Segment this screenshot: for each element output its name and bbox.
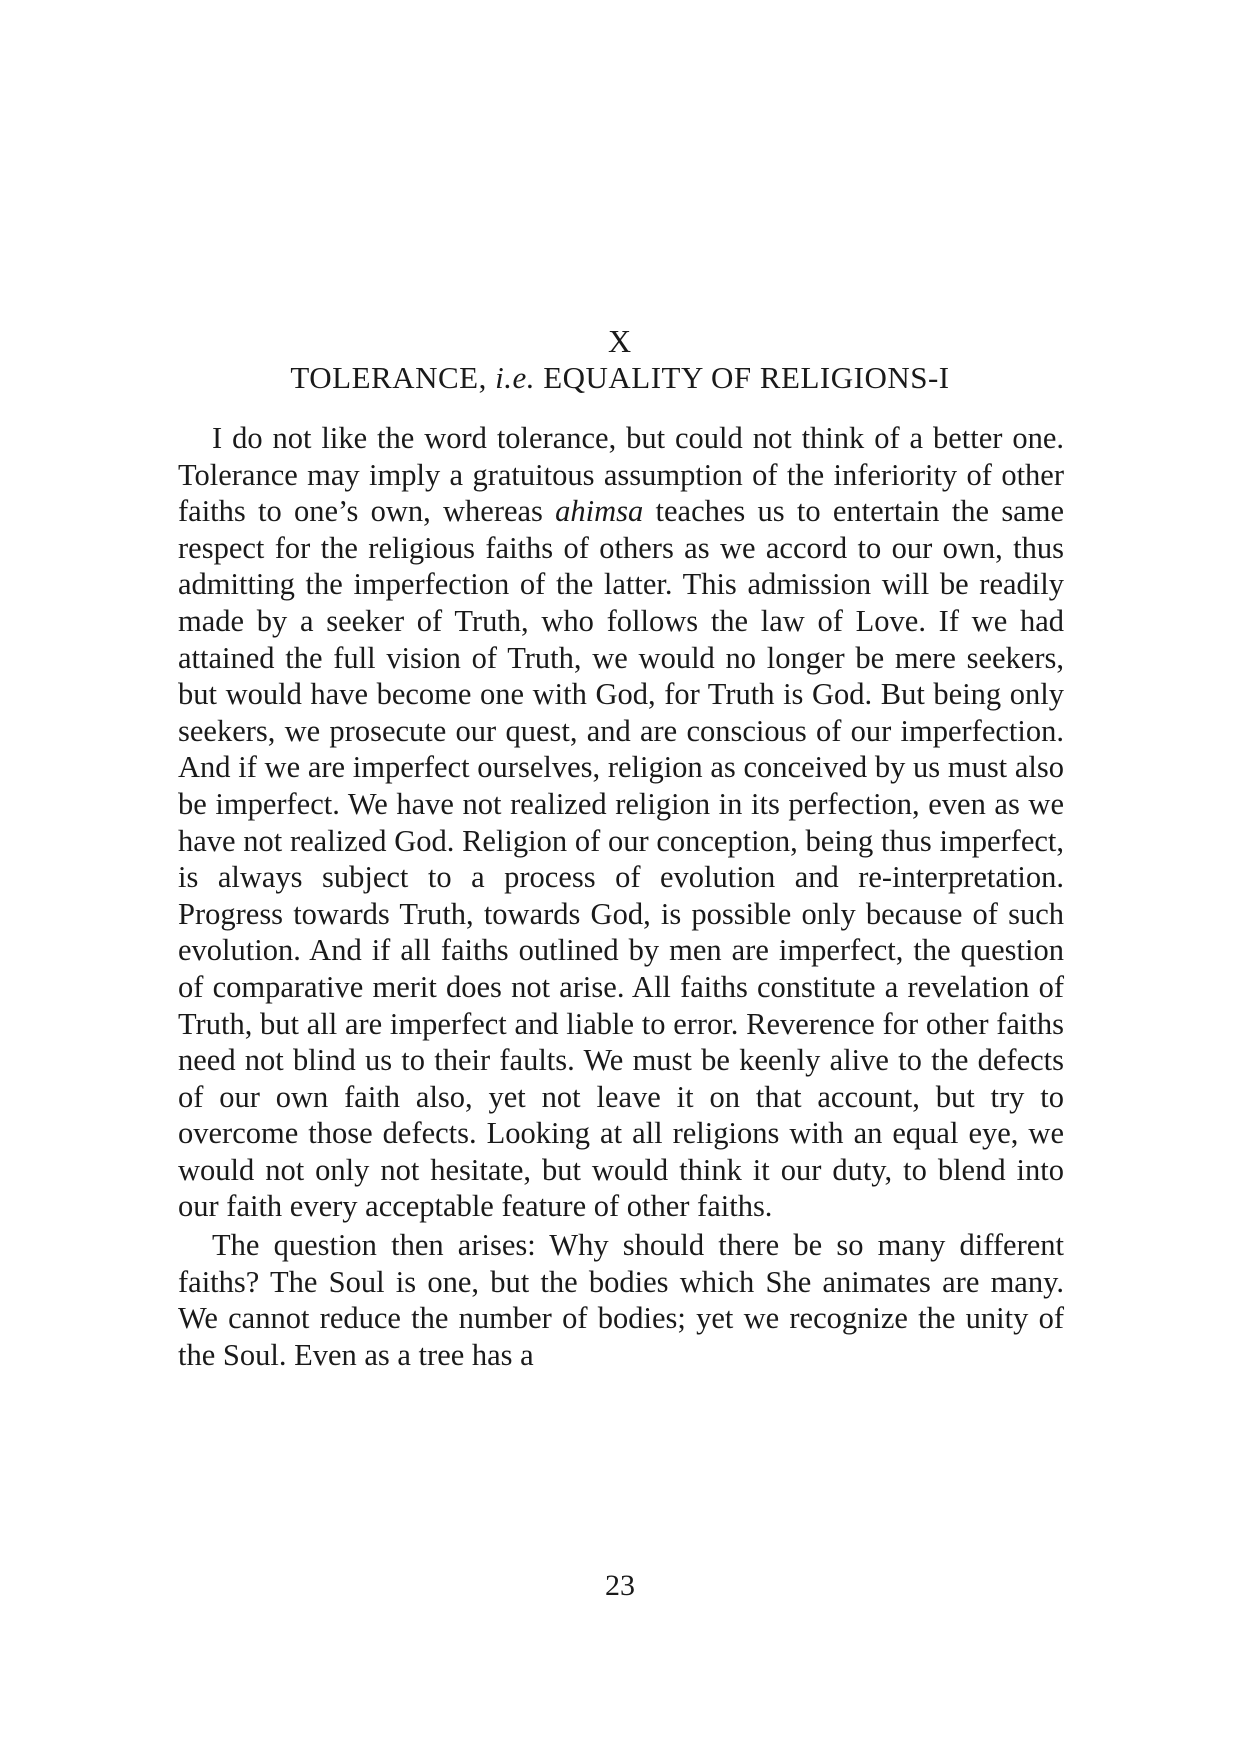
chapter-title-rest: EQUALITY OF RELIGIONS-I <box>534 360 950 395</box>
chapter-title <box>0 358 1240 398</box>
paragraph-1-lead: I do not like the word tolerance, but could not think of a better one. Tolerance may imply a gratuitous assumption of the inferiority of other faiths to one’s own, whereas <box>178 421 1064 529</box>
chapter-title-lead: TOLERANCE, <box>290 360 496 395</box>
chapter-title-abbrev: i.e. <box>495 360 535 395</box>
page-number: 23 <box>605 1569 635 1602</box>
body-text <box>178 420 1064 1373</box>
paragraph-2: The question then arises: Why should there be so many different faiths? The Soul is one, but the bodies which She animates are many. We cannot reduce the number of bodies; yet we recognize the unity of the Soul. Even as a tree has a <box>178 1228 1064 1372</box>
paragraph-1-rest: teaches us to entertain the same respect for the religious faiths of others as we accord to our own, thus admitting the imperfection of the latter. This admission will be readily made by a seeker of Truth, who follows the law of Love. If we had attained the full vision of Truth, we would no longer be mere seekers, but would have become one with God, for Truth is God. But being only seekers, we prosecute our quest, and are conscious of our imperfection. And if we are imperfect ourselves, religion as conceived by us must also be imperfect. We have not realized religion in its perfection, even as we have not realized God. Religion of our conception, being thus imperfect, is always subject to a process of evolution and re-interpretation. Progress towards Truth, towards God, is possible only because of such evolution. And if all faiths outlined by men are imperfect, the question of comparative merit does not arise. All faiths constitute a revelation of Truth, but all are imperfect and liable to error. Reverence for other faiths need not blind us to their faults. We must be keenly alive to the defects of our own faith also, yet not leave it on that account, but try to overcome those defects. Looking at all religions with an equal eye, we would not only not hesitate, but would think it our duty, to blend into our faith every acceptable feature of other faiths. <box>178 494 1064 1224</box>
italic-term-ahimsa: ahimsa <box>555 494 644 529</box>
chapter-number: X <box>607 323 633 359</box>
paragraph-1 <box>178 420 1064 1225</box>
